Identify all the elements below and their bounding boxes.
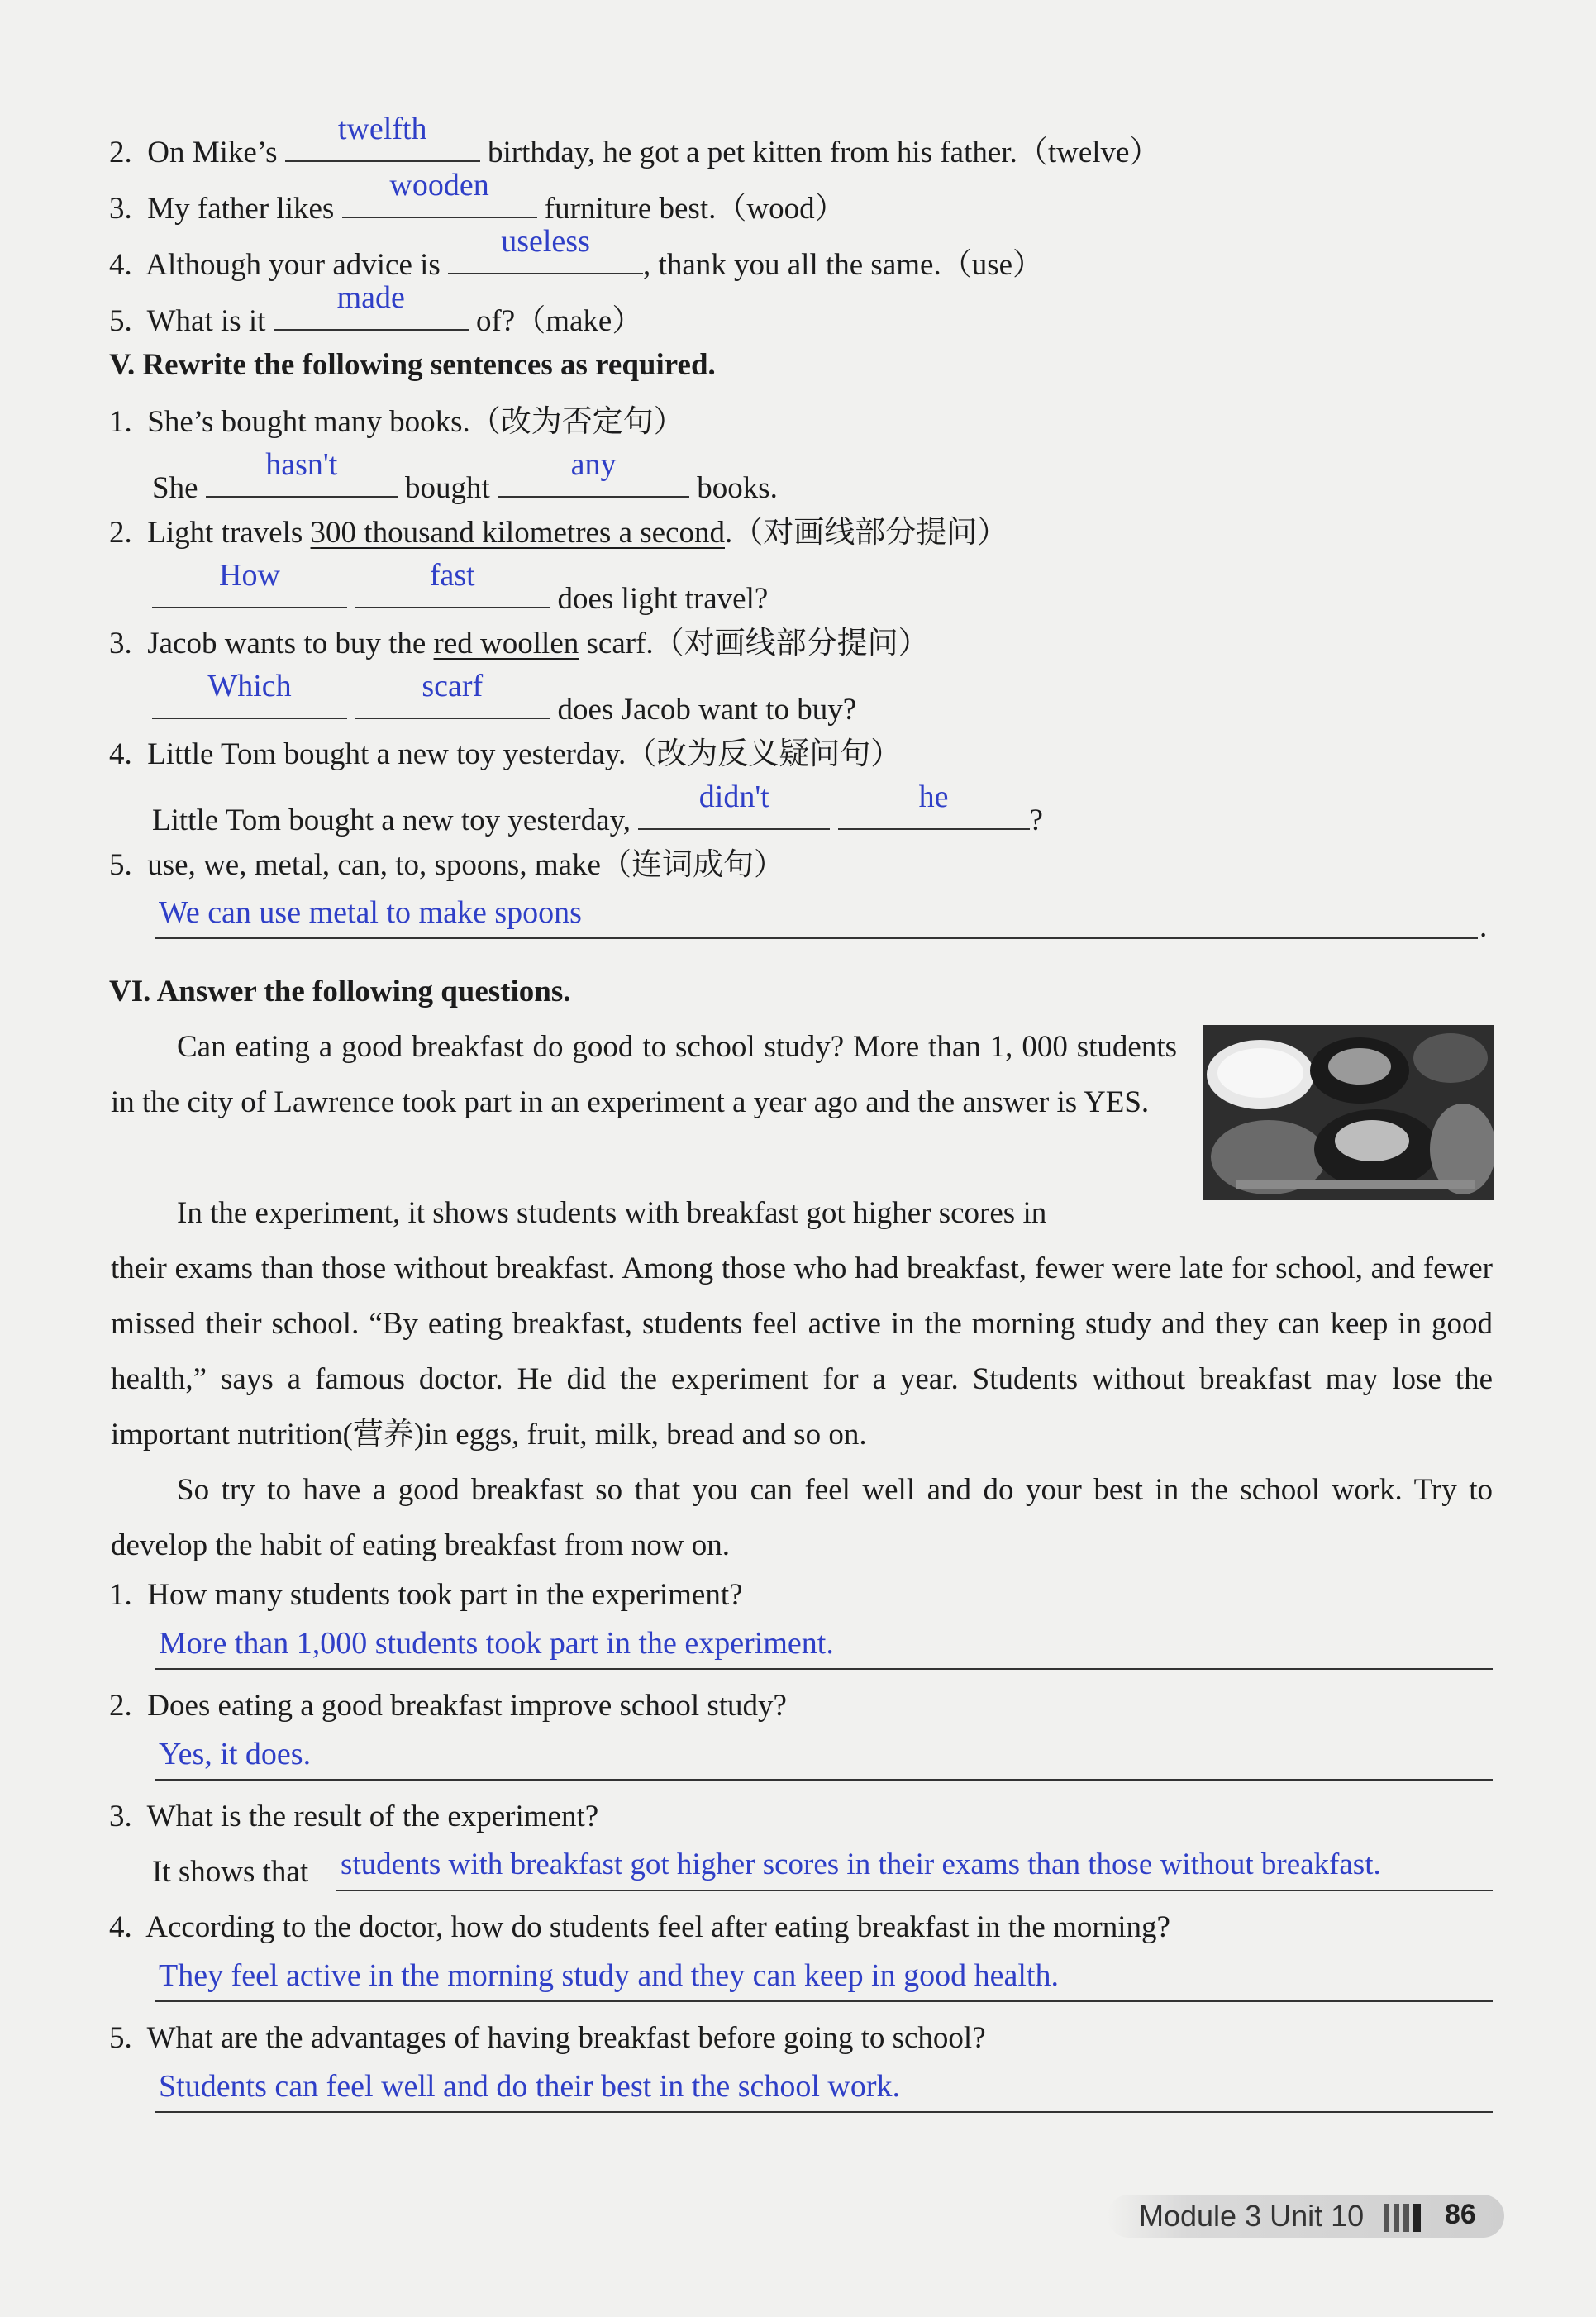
item-iv-5: 5. What is it made of?（make） (109, 280, 643, 338)
v-q2: 2. Light travels 300 thousand kilometres a second.（对画线部分提问） (109, 516, 1008, 550)
v-q3: 3. Jacob wants to buy the red woollen scarf.（对画线部分提问） (109, 627, 929, 660)
answer-line[interactable] (155, 1668, 1493, 1670)
answer-line[interactable] (336, 1890, 1493, 1891)
answer-blank[interactable]: any (498, 460, 689, 498)
answer-line[interactable] (155, 2111, 1493, 2113)
vi-a1: More than 1,000 students took part in the experiment. (159, 1626, 834, 1661)
passage-para-1: Can eating a good breakfast do good to school study? More than 1, 000 students in the city of Lawrence took part in an experiment a year ago and the answer is YES. (111, 1030, 1177, 1119)
section-v-heading: V. Rewrite the following sentences as required. (109, 348, 716, 382)
v-q1: 1. She’s bought many books.（改为否定句） (109, 405, 684, 439)
v-a1: She hasn't bought any books. (152, 447, 778, 505)
answer-line[interactable] (155, 1779, 1493, 1781)
answer-blank[interactable]: didn't (638, 792, 830, 830)
answer-line[interactable] (155, 937, 1478, 939)
answer-blank[interactable]: useless (448, 236, 643, 274)
v-q4: 4. Little Tom bought a new toy yesterday.（改为反义疑问句） (109, 737, 902, 771)
answer-blank[interactable]: he (838, 792, 1030, 830)
v-a4: Little Tom bought a new toy yesterday, didn't he ? (152, 779, 1043, 837)
vi-a4: They feel active in the morning study and they can keep in good health. (159, 1958, 1059, 1993)
answer-blank[interactable]: twelfth (285, 124, 480, 162)
breakfast-photo (1203, 1025, 1494, 1200)
v-a3: Which scarf does Jacob want to buy? (152, 681, 856, 728)
section-vi-heading: VI. Answer the following questions. (109, 975, 571, 1008)
v-q5: 5. use, we, metal, can, to, spoons, make（连词成句） (109, 848, 784, 882)
vi-a2: Yes, it does. (159, 1737, 312, 1771)
vi-q1: 1. How many students took part in the experiment? (109, 1578, 743, 1612)
vi-a5: Students can feel well and do their best in the school work. (159, 2069, 901, 2104)
answer-blank[interactable]: hasn't (206, 460, 398, 498)
passage-para-2b: their exams than those without breakfast. Among those who had breakfast, fewer were late for school, and fewer missed their school. “By eating breakfast, students feel active in the morning study and they can keep in good health,” says a famous doctor. He did the experiment for a year. Students without breakfast may lose the important nutrition(营养)in eggs, fruit, milk, bread and so on. (111, 1251, 1493, 1452)
v-a2: How fast does light travel? (152, 570, 768, 617)
v-a5-end: . (1479, 910, 1488, 944)
item-iv-2: 2. On Mike’s twelfth birthday, he got a pet kitten from his father.（twelve） (109, 112, 1160, 169)
vi-q3: 3. What is the result of the experiment? (109, 1800, 599, 1833)
passage-para-3: So try to have a good breakfast so that you can feel well and do your best in the school work. Try to develop the habit of eating breakfast from now on. (111, 1473, 1493, 1562)
answer-blank[interactable]: fast (355, 570, 550, 608)
vi-q4: 4. According to the doctor, how do students feel after eating breakfast in the morning? (109, 1910, 1170, 1944)
vi-q2: 2. Does eating a good breakfast improve school study? (109, 1689, 787, 1723)
answer-blank[interactable]: How (152, 570, 347, 608)
answer-line[interactable] (155, 2000, 1493, 2002)
answer-blank[interactable]: Which (152, 681, 347, 719)
vi-q3-prefix: It shows that (152, 1855, 309, 1889)
vi-a3: students with breakfast got higher scores in their exams than those without breakfast. (341, 1847, 1381, 1881)
item-iv-4: 4. Although your advice is useless , thank you all the same.（use） (109, 224, 1044, 282)
passage-para-2a: In the experiment, it shows students with breakfast got higher scores in (177, 1196, 1047, 1230)
answer-blank[interactable]: wooden (342, 180, 537, 218)
answer-blank[interactable]: scarf (355, 681, 550, 719)
footer-unit-label: Module 3 Unit 10 (1139, 2199, 1365, 2233)
footer-bars-icon (1384, 2204, 1425, 2236)
v-a5-answer: We can use metal to make spoons (159, 895, 582, 930)
page-number: 86 (1445, 2199, 1476, 2230)
vi-q5: 5. What are the advantages of having breakfast before going to school? (109, 2021, 986, 2055)
answer-blank[interactable]: made (274, 293, 469, 331)
item-iv-3: 3. My father likes wooden furniture best.（wood） (109, 168, 846, 226)
